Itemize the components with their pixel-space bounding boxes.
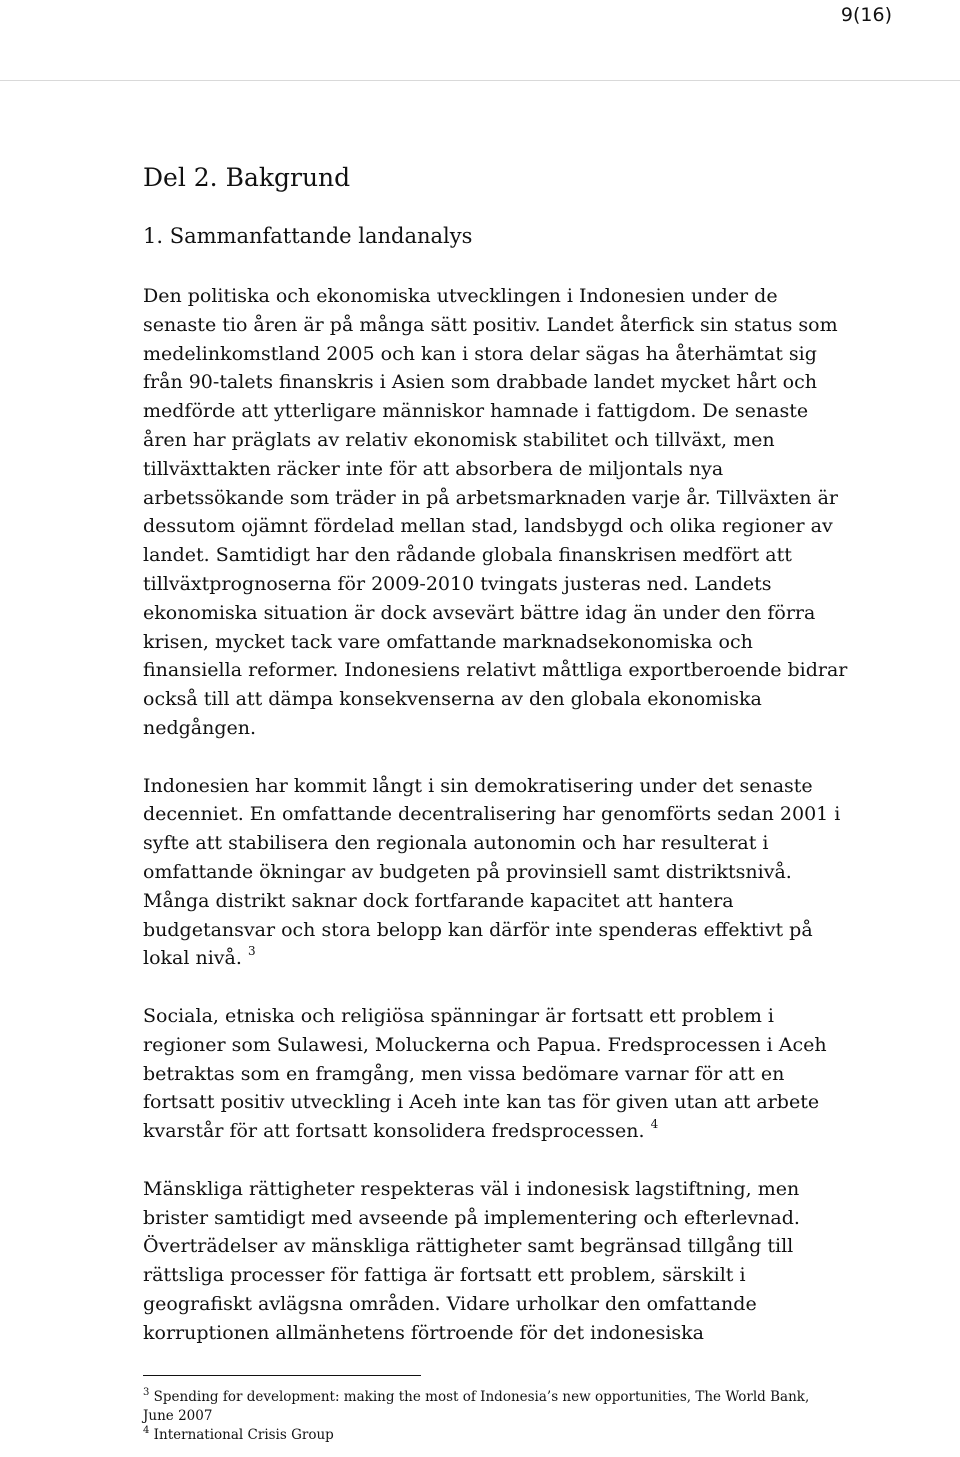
footnote-number: 4 [143, 1425, 150, 1436]
text-line: rättsliga processer för fattiga är fortsatt ett problem, särskilt i [143, 1264, 746, 1287]
text-line: nedgången. [143, 716, 257, 739]
text-line: syfte att stabilisera den regionala autonomin och har resulterat i [143, 832, 769, 855]
text-line: korruptionen allmänhetens förtroende för det indonesiska [143, 1321, 705, 1344]
text-line: tillväxtprognoserna för 2009-2010 tvingats justeras ned. Landets [143, 572, 772, 595]
paragraph [143, 1002, 843, 1146]
text-line: Den politiska och ekonomiska utvecklingen i Indonesien under de [143, 285, 778, 307]
text-line: Indonesien har kommit långt i sin demokratisering under det senaste [143, 774, 813, 797]
text-line: Sociala, etniska och religiösa spänningar är fortsatt ett problem i [143, 1004, 774, 1027]
text-line: decenniet. En omfattande decentralisering har genomförts sedan 2001 i [143, 803, 841, 826]
text-line: landet. Samtidigt har den rådande globala finanskrisen medfört att [143, 544, 792, 567]
text-line: omfattande ökningar av budgeten på provinsiell samt distriktsnivå. [143, 860, 792, 883]
header-divider [0, 80, 960, 81]
section-heading: 1. Sammanfattande landanalys [143, 224, 473, 248]
text-line: Mänskliga rättigheter respekteras väl i indonesisk lagstiftning, men [143, 1177, 800, 1200]
text-line: senaste tio åren är på många sätt positiv. Landet återfick sin status som [143, 313, 838, 336]
text-line: ekonomiska situation är dock avsevärt bättre idag än under den förra [143, 601, 816, 624]
text-line: finansiella reformer. Indonesiens relativt måttliga exportberoende bidrar [143, 659, 848, 682]
text-line: tillväxttakten räcker inte för att absorbera de miljontals nya [143, 457, 724, 480]
footnote [143, 1426, 833, 1445]
page-number: 9(16) [840, 4, 892, 26]
footnote-text: Spending for development: making the most of Indonesia’s new opportunities, The World Bank, June 2007 [143, 1389, 810, 1424]
text-line: krisen, mycket tack vare omfattande marknadsekonomiska och [143, 630, 753, 653]
body-text [143, 282, 848, 1376]
text-line: geografiskt avlägsna områden. Vidare urholkar den omfattande [143, 1292, 757, 1315]
text-line: kvarstår för att fortsatt konsolidera fredsprocessen. $^4$ [143, 1117, 659, 1143]
text-line: också till att dämpa konsekvenserna av den globala ekonomiska [143, 688, 762, 711]
footnote [143, 1388, 833, 1426]
part-heading: Del 2. Bakgrund [143, 163, 351, 192]
footnote-divider [143, 1375, 421, 1376]
text-line: regioner som Sulawesi, Moluckerna och Papua. Fredsprocessen i Aceh [143, 1033, 827, 1056]
paragraph [143, 1175, 843, 1348]
text-line: arbetssökande som träder in på arbetsmarknaden varje år. Tillväxten är [143, 486, 838, 509]
text-line: betraktas som en framgång, men vissa bedömare varnar för att en [143, 1062, 785, 1085]
text-line: medförde att ytterligare människor hamnade i fattigdom. De senaste [143, 400, 809, 423]
footnote-number: 3 [143, 1387, 150, 1398]
text-line: lokal nivå. $^3$ [143, 944, 256, 970]
footnote-text: International Crisis Group [153, 1427, 334, 1443]
text-line: budgetansvar och stora belopp kan därför inte spenderas effektivt på [143, 918, 813, 941]
text-line: från 90-talets finanskris i Asien som drabbade landet mycket hårt och [143, 371, 817, 394]
text-line: Överträdelser av mänskliga rättigheter samt begränsad tillgång till [143, 1235, 794, 1258]
text-line: dessutom ojämnt fördelad mellan stad, landsbygd och olika regioner av [143, 515, 833, 538]
footnote-reference: 3 [247, 944, 256, 959]
text-line: Många distrikt saknar dock fortfarande kapacitet att hantera [143, 889, 734, 912]
paragraph [143, 772, 843, 974]
footnote-reference: 4 [650, 1117, 659, 1132]
text-line: brister samtidigt med avseende på implementering och efterlevnad. [143, 1206, 800, 1229]
text-line: åren har präglats av relativ ekonomisk stabilitet och tillväxt, men [143, 428, 775, 451]
text-line: fortsatt positiv utveckling i Aceh inte kan tas för given utan att arbete [143, 1091, 820, 1114]
text-line: medelinkomstland 2005 och kan i stora delar sägas ha återhämtat sig [143, 342, 817, 365]
footnotes [143, 1388, 833, 1445]
paragraph [143, 282, 848, 743]
